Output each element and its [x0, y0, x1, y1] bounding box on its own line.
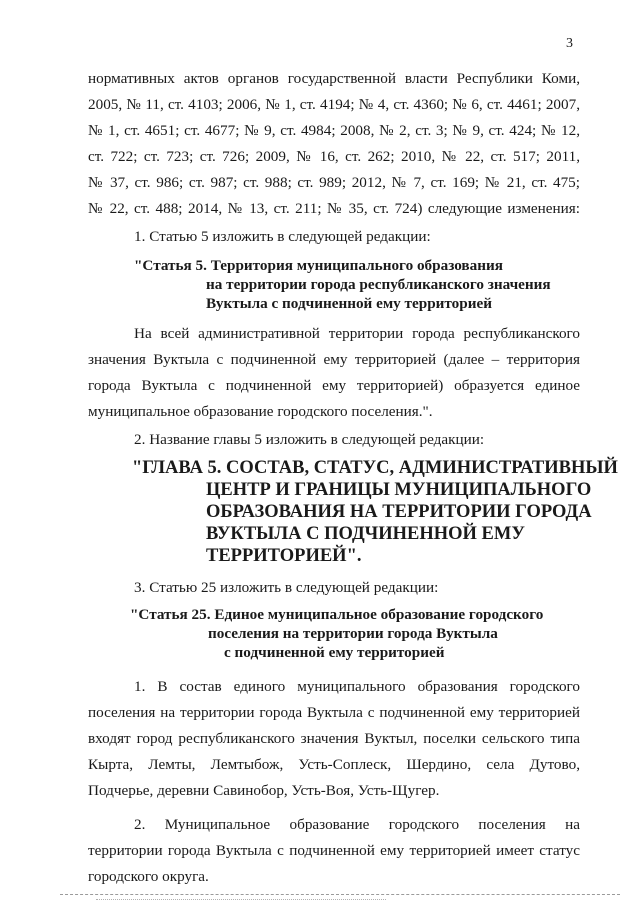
document-body: [88, 66, 618, 890]
article5-heading-line: "Статья 5. Территория муниципального образования: [134, 257, 503, 274]
article25-para1-line: входят город республиканского значения Вуктыл, поселки сельского типа: [88, 730, 580, 747]
chapter5-heading-line: ОБРАЗОВАНИЯ НА ТЕРРИТОРИИ ГОРОДА: [206, 502, 592, 522]
article25-para2-line: городского округа.: [88, 868, 209, 885]
intro-line: № 1, ст. 4651; ст. 4677; № 9, ст. 4984; 2008, № 2, ст. 3; № 9, ст. 424; № 12,: [88, 122, 580, 139]
article5-heading: [88, 256, 580, 313]
article25-para1-line: поселения на территории города Вуктыла с подчиненной ему территорией: [88, 704, 580, 721]
article25-para2: [88, 812, 580, 890]
article25-para1-line: Кырта, Лемты, Лемтыбож, Усть-Соплеск, Шердино, села Дутово,: [88, 756, 580, 773]
article5-heading-line: на территории города республиканского значения: [206, 276, 551, 293]
chapter5-heading-line: "ГЛАВА 5. СОСТАВ, СТАТУС, АДМИНИСТРАТИВНЫЙ: [132, 458, 618, 478]
article25-para1: [88, 674, 580, 804]
chapter5-heading-line: ЦЕНТР И ГРАНИЦЫ МУНИЦИПАЛЬНОГО: [206, 480, 592, 500]
item1-instruction: 1. Статью 5 изложить в следующей редакции:: [134, 228, 431, 245]
footer-divider: [60, 894, 620, 895]
article5-body-line: муниципальное образование городского поселения.".: [88, 403, 433, 420]
article25-heading: [88, 605, 580, 662]
intro-line: № 37, ст. 986; ст. 987; ст. 988; ст. 989; 2012, № 7, ст. 169; № 21, ст. 475;: [88, 174, 580, 191]
item2-instruction: 2. Название главы 5 изложить в следующей редакции:: [134, 431, 485, 448]
article5-body-line: значения Вуктыла с подчиненной ему территорией (далее – территория: [88, 351, 580, 368]
page-number: 3: [566, 36, 573, 51]
intro-line: нормативных актов органов государственной власти Республики Коми,: [88, 70, 580, 87]
article25-heading-line: поселения на территории города Вуктыла: [208, 625, 498, 642]
intro-line: ст. 722; ст. 723; ст. 726; 2009, № 16, ст. 262; 2010, № 22, ст. 517; 2011,: [88, 148, 580, 165]
article25-para1-line: Подчерье, деревни Савинобор, Усть-Воя, Усть-Щугер.: [88, 782, 440, 799]
chapter5-heading-line: ТЕРРИТОРИЕЙ".: [206, 546, 362, 566]
article25-para2-line: 2. Муниципальное образование городского поселения на: [134, 816, 580, 833]
article25-para2-line: территории города Вуктыла с подчиненной ему территорией имеет статус: [88, 842, 580, 859]
article25-para1-line: 1. В состав единого муниципального образования городского: [134, 678, 580, 695]
chapter5-heading: [88, 457, 618, 567]
article5-heading-line: Вуктыла с подчиненной ему территорией: [206, 295, 492, 312]
intro-line: 2005, № 11, ст. 4103; 2006, № 1, ст. 4194; № 4, ст. 4360; № 6, ст. 4461; 2007,: [88, 96, 580, 113]
intro-line: № 22, ст. 488; 2014, № 13, ст. 211; № 35, ст. 724) следующие изменения:: [88, 200, 580, 217]
footer-divider: [96, 899, 386, 900]
article5-body-line: города Вуктыла с подчиненной ему территорией) образуется единое: [88, 377, 580, 394]
article5-body: [88, 321, 580, 425]
article5-body-line: На всей административной территории города республиканского: [134, 325, 580, 342]
item3-instruction: 3. Статью 25 изложить в следующей редакции:: [134, 579, 439, 596]
article25-heading-line: "Статья 25. Единое муниципальное образование городского: [130, 606, 544, 623]
chapter5-heading-line: ВУКТЫЛА С ПОДЧИНЕННОЙ ЕМУ: [206, 524, 525, 544]
article25-heading-line: с подчиненной ему территорией: [224, 644, 445, 661]
